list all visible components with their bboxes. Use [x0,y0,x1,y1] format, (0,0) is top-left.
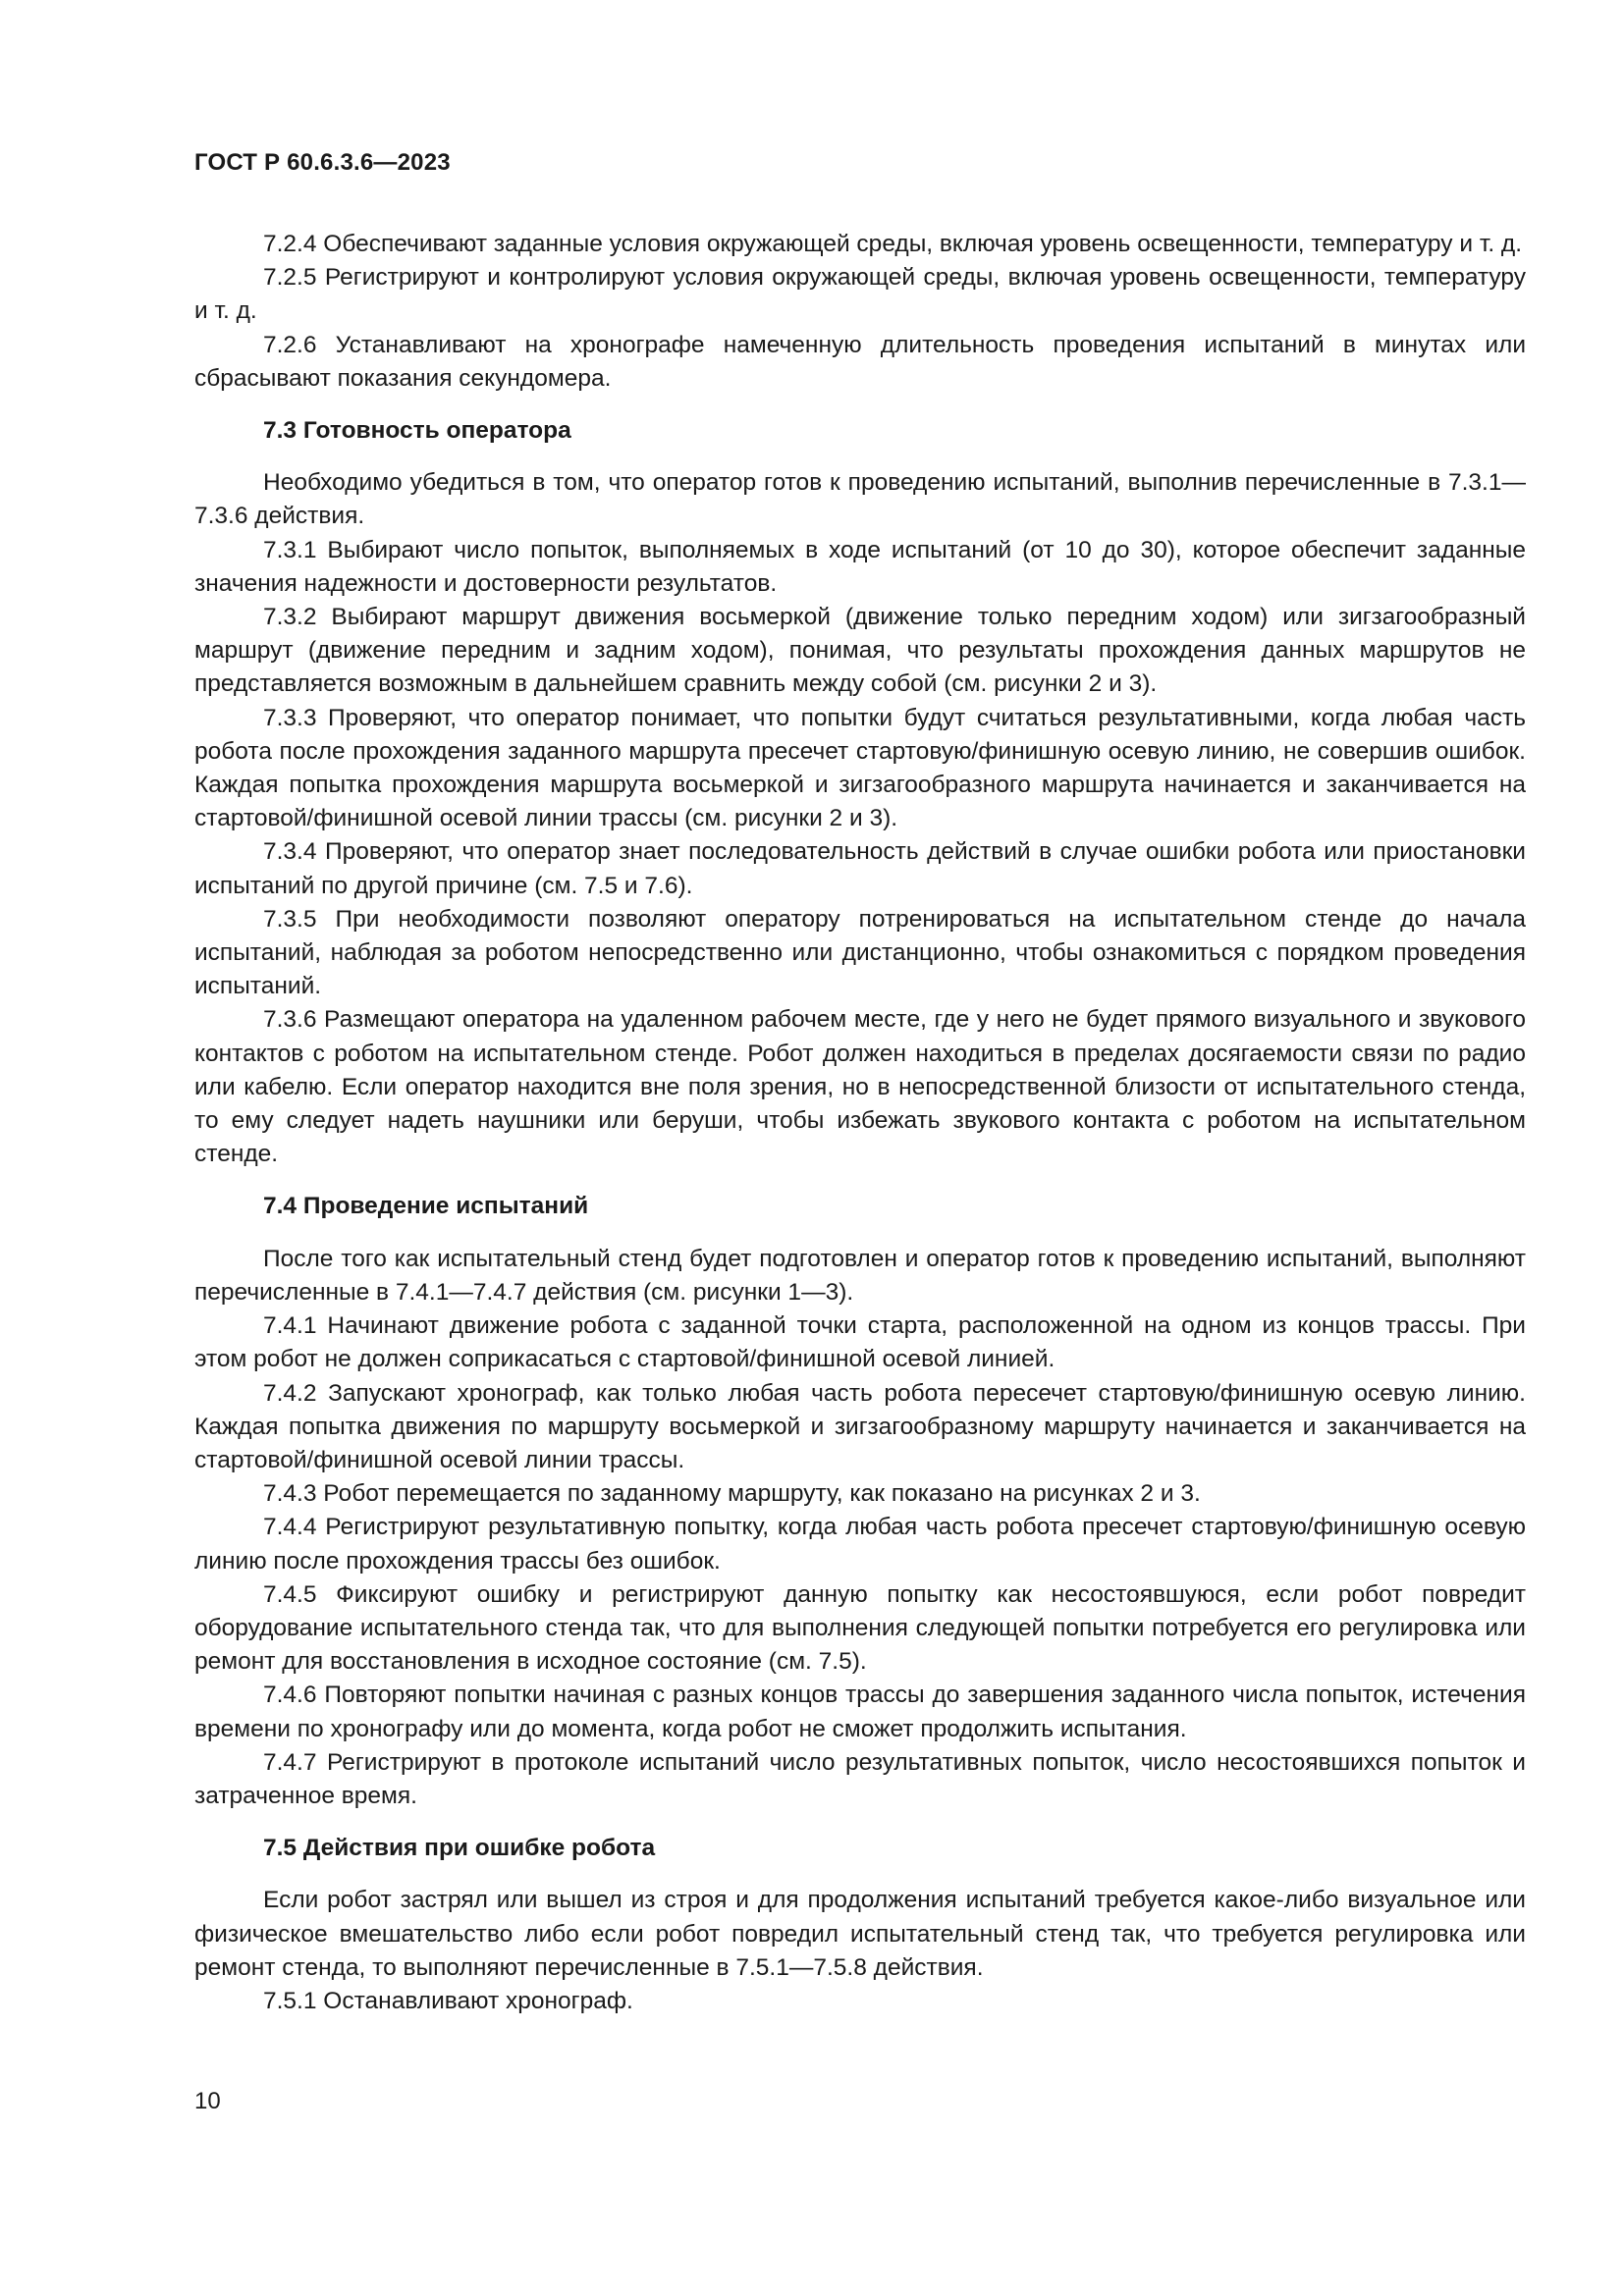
paragraph-7-2-6: 7.2.6 Устанавливают на хронографе намеченную длительность проведения испытаний в минутах или сбрасывают показания секундомера. [194,331,1526,392]
paragraph-7-3-6: 7.3.6 Размещают оператора на удаленном рабочем месте, где у него не будет прямого визуального и звукового контактов с роботом на испытательном стенде. Робот должен находиться в пределах досягаемости связи по радио или кабелю. Если оператор находится вне поля зрения, но в непосредственной близости от испытательного стенда, то ему следует надеть наушники или беруши, чтобы избежать звукового контакта с роботом на испытательном стенде. [194,1006,1526,1168]
paragraph-7-2-5: 7.2.5 Регистрируют и контролируют условия окружающей среды, включая уровень освещенности, температуру и т. д. [194,264,1526,325]
paragraph-7-4-2: 7.4.2 Запускают хронограф, как только любая часть робота пересечет стартовую/финишную осевую линию. Каждая попытка движения по маршруту восьмеркой и зигзагообразному маршруту начинается и заканчивается на стартовой/финишной осевой линии трассы. [194,1379,1526,1473]
paragraph-7-4-4: 7.4.4 Регистрируют результативную попытку, когда любая часть робота пресечет стартовую/финишную осевую линию после прохождения трассы без ошибок. [194,1514,1526,1575]
document-code-header: ГОСТ Р 60.6.3.6—2023 [194,149,451,176]
paragraph-7-5-1: 7.5.1 Останавливают хронограф. [263,1987,633,2014]
section-heading-7-5: 7.5 Действия при ошибке робота [263,1835,656,1862]
page-number: 10 [194,2088,221,2114]
paragraph-7-4-6: 7.4.6 Повторяют попытки начиная с разных концов трассы до завершения заданного числа попыток, истечения времени по хронографу или до момента, когда робот не сможет продолжить испытания. [194,1682,1526,1742]
paragraph-7-4-3: 7.4.3 Робот перемещается по заданному маршруту, как показано на рисунках 2 и 3. [263,1480,1201,1508]
paragraph-7-4-5: 7.4.5 Фиксируют ошибку и регистрируют данную попытку как несостоявшуюся, если робот повредит оборудование испытательного стенда так, что для выполнения следующей попытки потребуется его регулировка или ремонт для восстановления в исходное состояние (см. 7.5). [194,1580,1526,1676]
paragraph-7-3-5: 7.3.5 При необходимости позволяют оператору потренироваться на испытательном стенде до начала испытаний, наблюдая за роботом непосредственно или дистанционно, чтобы ознакомиться с порядком проведения испытаний. [194,905,1526,1000]
paragraph-7-3-2: 7.3.2 Выбирают маршрут движения восьмеркой (движение только передним ходом) или зигзагообразный маршрут (движение передним и задним ходом), понимая, что результаты прохождения данных маршрутов не представляется возможным в дальнейшем сравнить между собой (см. рисунки 2 и 3). [194,604,1526,698]
paragraph-7-4-7: 7.4.7 Регистрируют в протоколе испытаний число результативных попыток, число несостоявшихся попыток и затраченное время. [194,1748,1526,1809]
paragraph-7-3-intro: Необходимо убедиться в том, что оператор готов к проведению испытаний, выполнив перечисленные в 7.3.1—7.3.6 действия. [194,469,1526,530]
paragraph-7-5-intro: Если робот застрял или вышел из строя и для продолжения испытаний требуется какое-либо визуальное или физическое вмешательство либо если робот повредил испытательный стенд так, что требуется регулировка или ремонт стенда, то выполняют перечисленные в 7.5.1—7.5.8 действия. [194,1887,1526,1981]
paragraph-7-4-1: 7.4.1 Начинают движение робота с заданной точки старта, расположенной на одном из концов трассы. При этом робот не должен соприкасаться с стартовой/финишной осевой линией. [194,1312,1526,1373]
paragraph-7-2-4: 7.2.4 Обеспечивают заданные условия окружающей среды, включая уровень освещенности, температуру и т. д. [263,231,1523,257]
section-heading-7-3: 7.3 Готовность оператора [263,417,571,445]
paragraph-7-4-intro: После того как испытательный стенд будет подготовлен и оператор готов к проведению испытаний, выполняют перечисленные в 7.4.1—7.4.7 действия (см. рисунки 1—3). [194,1245,1526,1306]
section-heading-7-4: 7.4 Проведение испытаний [263,1193,589,1220]
paragraph-7-3-3: 7.3.3 Проверяют, что оператор понимает, что попытки будут считаться результативными, когда любая часть робота после прохождения заданного маршрута пресечет стартовую/финишную осевую линию, не совершив ошибок. Каждая попытка прохождения маршрута восьмеркой и зигзагообразного маршрута начинается и заканчивается на стартовой/финишной осевой линии трассы (см. рисунки 2 и 3). [194,704,1526,832]
paragraph-7-3-1: 7.3.1 Выбирают число попыток, выполняемых в ходе испытаний (от 10 до 30), которое обеспечит заданные значения надежности и достоверности результатов. [194,536,1526,597]
document-body [194,228,1526,2018]
paragraph-7-3-4: 7.3.4 Проверяют, что оператор знает последовательность действий в случае ошибки робота или приостановки испытаний по другой причине (см. 7.5 и 7.6). [194,838,1526,899]
